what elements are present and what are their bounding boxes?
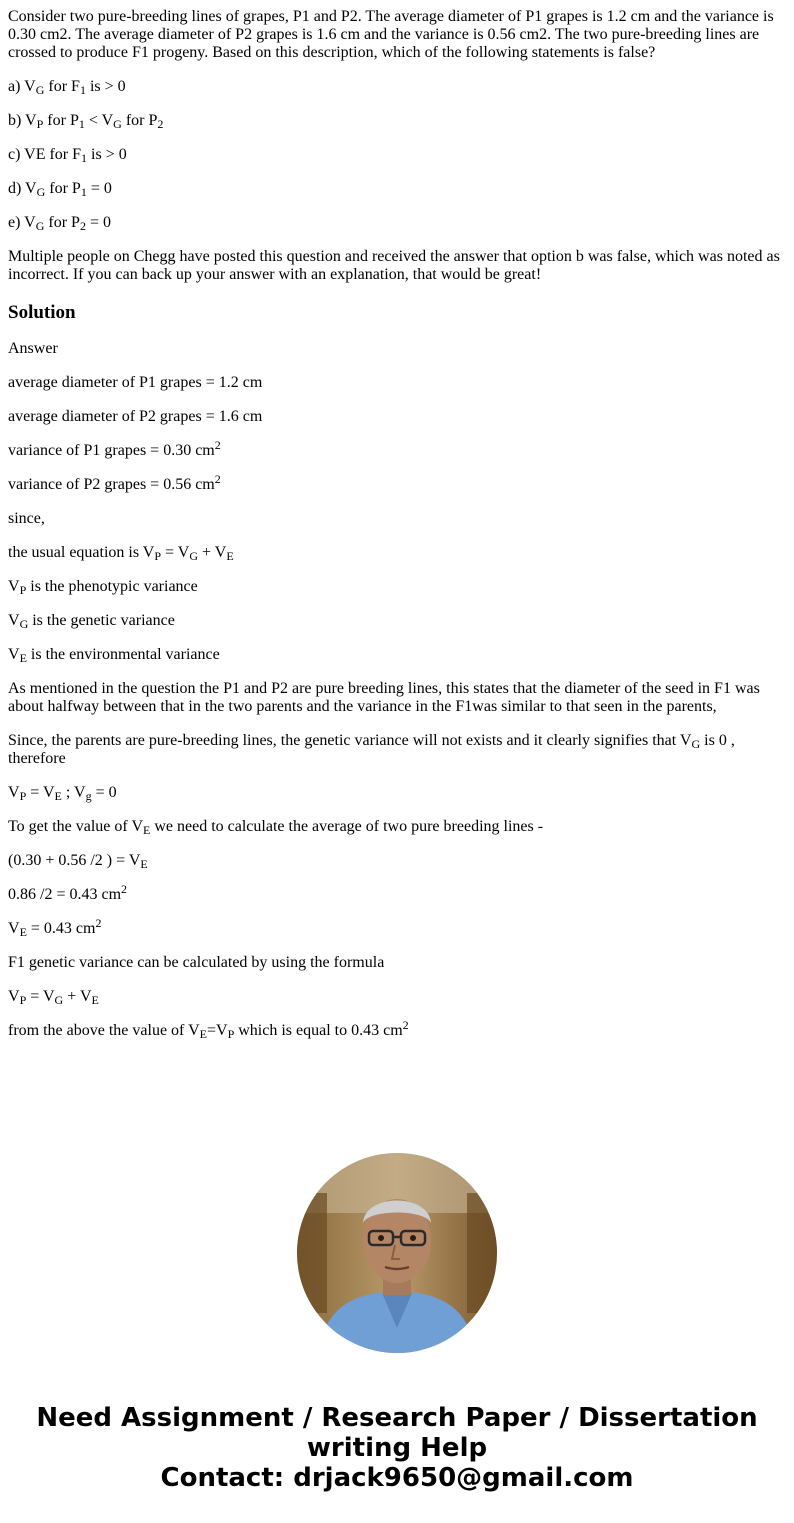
definition-ve: $V_E$ is the environmental variance xyxy=(8,646,220,665)
document-content xyxy=(8,0,786,1122)
solution-line: variance of P2 grapes = 0.56 $cm^2$ xyxy=(8,472,221,493)
equation-line: $V_P = V_G + V_E$ xyxy=(8,988,99,1007)
contact-email: Contact: drjack9650@gmail.com xyxy=(160,1463,634,1493)
calculation-line: $V_E = 0.43$ $cm^2$ xyxy=(8,916,102,939)
solution-line: average diameter of P2 grapes = 1.6 cm xyxy=(8,408,263,425)
question-text: Consider two pure-breeding lines of grapes, P1 and P2. The average diameter of P1 grapes is 1.2 cm and the variance is 0.30 cm2. The average diameter of P2 grapes is 1.6 cm and the variance is 0.56 cm2. The two pure-breeding lines are crossed to produce F1 progeny. Based on this description, which of the following statements is false? xyxy=(8,8,774,61)
solution-heading: Solution xyxy=(8,302,76,323)
option-d: d) $V_G$ for $P_1 = 0$ xyxy=(8,180,112,199)
option-a: a) $V_G$ for $F_1$ is > 0 xyxy=(8,78,126,97)
footer-line: writing Help xyxy=(306,1433,488,1463)
calculation-line: 0.86 /2 = 0.43 $cm^2$ xyxy=(8,882,128,903)
solution-line: variance of P1 grapes = 0.30 $cm^2$ xyxy=(8,438,221,459)
solution-line: To get the value of $V_E$ we need to calculate the average of two pure breeding lines - xyxy=(8,818,544,837)
equation-line: the usual equation is $V_P = V_G + V_E$ xyxy=(8,544,234,563)
footer-banner xyxy=(0,1403,794,1493)
solution-line: from the above the value of $V_E=V_P$ which is equal to 0.43 $cm^2$ xyxy=(8,1018,409,1041)
answer-label: Answer xyxy=(8,340,58,357)
definition-vg: $V_G$ is the genetic variance xyxy=(8,612,175,631)
person-photo-icon xyxy=(297,1153,497,1353)
definition-vp: $V_P$ is the phenotypic variance xyxy=(8,578,198,597)
calculation-line: (0.30 + 0.56 /2 ) = $V_E$ xyxy=(8,852,148,871)
option-e: e) $V_G$ for $P_2 = 0$ xyxy=(8,214,111,233)
solution-line: average diameter of P1 grapes = 1.2 cm xyxy=(8,374,263,391)
explanation-paragraph: As mentioned in the question the P1 and P2 are pure breeding lines, this states that the diameter of the seed in F1 was about halfway between that in the two parents and the variance in the F1was similar to that seen in the parents, xyxy=(8,680,760,715)
option-b: b) $V_P$ for $P_1 < V_G$ for $P_2$ xyxy=(8,112,164,131)
question-note: Multiple people on Chegg have posted this question and received the answer that option b was false, which was noted as incorrect. If you can back up your answer with an explanation, that would be great! xyxy=(8,248,780,283)
avatar-portrait xyxy=(297,1153,497,1353)
footer-line: Need Assignment / Research Paper / Dissertation xyxy=(36,1403,758,1433)
solution-line: since, xyxy=(8,510,45,527)
equation-line: $V_P = V_E$ ; $V_g = 0$ xyxy=(8,784,117,803)
solution-line: F1 genetic variance can be calculated by using the formula xyxy=(8,954,385,971)
explanation-paragraph: Since, the parents are pure-breeding lines, the genetic variance will not exists and it clearly signifies that $V_G$ is 0 , therefore xyxy=(8,732,735,767)
option-c: c) VE for $F_1$ is > 0 xyxy=(8,146,127,165)
